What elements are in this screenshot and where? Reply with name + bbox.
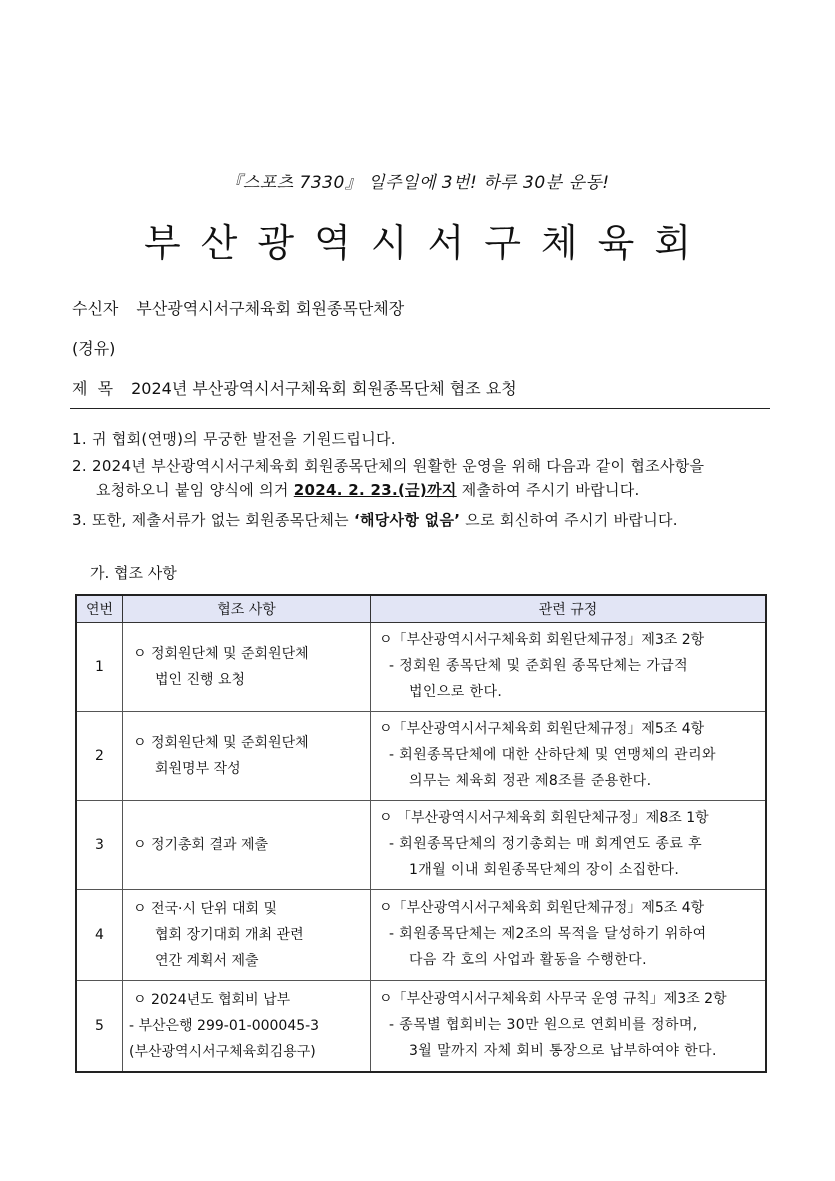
reg-title: ㅇ 「부산광역시서구체육회 회원단체규정」제8조 1항 [379, 810, 709, 826]
table-row [76, 712, 766, 801]
row-num: 1 [76, 623, 123, 712]
paragraph-1: 1. 귀 협회(연맹)의 무궁한 발전을 기원드립니다. [72, 430, 396, 448]
reg-detail: - 종목별 협회비는 30만 원으로 연회비를 정하며, [389, 1017, 698, 1033]
paragraph-2-line-2 [72, 478, 772, 502]
p2-post: 제출하여 주시기 바랍니다. [461, 481, 640, 499]
reg-detail: - 회원종목단체에 대한 산하단체 및 연맹체의 관리와 [389, 747, 716, 763]
deadline: 2024. 2. 23.(금)까지 [293, 481, 457, 499]
req-line: 협회 장기대회 개최 관련 [155, 927, 304, 943]
row-regulation [371, 890, 767, 981]
row-num: 4 [76, 890, 123, 981]
row-request [123, 623, 371, 712]
paragraph-2-line-1: 2. 2024년 부산광역시서구체육회 회원종목단체의 원활한 운영을 위해 다음과 같이 협조사항을 [72, 457, 705, 475]
row-regulation [371, 623, 767, 712]
subject-label: 제 목 [72, 379, 114, 398]
req-line: - 부산은행 299-01-000045-3 [129, 1018, 320, 1034]
reg-title: ㅇ「부산광역시서구체육회 회원단체규정」제5조 4항 [379, 900, 705, 916]
req-line: 법인 진행 요청 [155, 672, 246, 688]
subject-value: 2024년 부산광역시서구체육회 회원종목단체 협조 요청 [131, 379, 517, 398]
via-line: (경유) [72, 339, 116, 358]
organization-title: 부산광역시서구체육회 [143, 221, 712, 265]
row-request [123, 712, 371, 801]
reg-detail: 3월 말까지 자체 회비 통장으로 납부하여야 한다. [409, 1043, 717, 1059]
row-request [123, 801, 371, 890]
reg-title: ㅇ「부산광역시서구체육회 사무국 운영 규칙」제3조 2항 [379, 991, 727, 1007]
cooperation-table [75, 594, 767, 1073]
reg-detail: - 회원종목단체의 정기총회는 매 회계연도 종료 후 [389, 836, 703, 852]
section-title: 가. 협조 사항 [90, 564, 177, 582]
recipient-value: 부산광역시서구체육회 회원종목단체장 [136, 299, 405, 318]
p3-pre: 3. 또한, 제출서류가 없는 회원종목단체는 [72, 511, 354, 529]
reg-detail: - 회원종목단체는 제2조의 목적을 달성하기 위하여 [389, 926, 707, 942]
p3-bold: ‘해당사항 없음’ [353, 511, 461, 529]
recipient-line [72, 296, 404, 319]
row-num: 3 [76, 801, 123, 890]
req-line: 회원명부 작성 [155, 761, 241, 777]
col-header-regulation: 관련 규정 [371, 595, 767, 623]
paragraph-2 [72, 454, 772, 502]
row-request [123, 981, 371, 1073]
row-request [123, 890, 371, 981]
header-divider [70, 408, 770, 409]
req-line: ㅇ 정회원단체 및 준회원단체 [133, 646, 309, 662]
p2-pre: 요청하오니 붙임 양식에 의거 [96, 481, 289, 499]
req-line: (부산광역시서구체육회김용구) [129, 1044, 316, 1060]
reg-detail: 의무는 체육회 정관 제8조를 준용한다. [409, 773, 652, 789]
req-line: ㅇ 전국·시 단위 대회 및 [133, 901, 277, 917]
row-regulation [371, 981, 767, 1073]
col-header-request: 협조 사항 [123, 595, 371, 623]
paragraph-3 [72, 508, 772, 532]
table-row [76, 623, 766, 712]
table-row [76, 981, 766, 1073]
recipient-label: 수신자 [72, 299, 119, 318]
row-num: 5 [76, 981, 123, 1073]
req-line: 연간 계획서 제출 [155, 953, 259, 969]
col-header-num: 연번 [76, 595, 123, 623]
slogan: 『스포츠 7330』 일주일에 3번! 하루 30분 운동! [225, 173, 610, 193]
p3-post: 으로 회신하여 주시기 바랍니다. [460, 511, 678, 529]
table-row [76, 890, 766, 981]
reg-detail: - 정회원 종목단체 및 준회원 종목단체는 가급적 [389, 658, 689, 674]
req-line: ㅇ 정기총회 결과 제출 [133, 837, 269, 853]
table-row [76, 801, 766, 890]
reg-detail: 법인으로 한다. [409, 684, 503, 700]
row-regulation [371, 801, 767, 890]
req-line: ㅇ 2024년도 협회비 납부 [133, 992, 291, 1008]
row-num: 2 [76, 712, 123, 801]
row-regulation [371, 712, 767, 801]
reg-title: ㅇ「부산광역시서구체육회 회원단체규정」제5조 4항 [379, 721, 705, 737]
req-line: ㅇ 정회원단체 및 준회원단체 [133, 735, 309, 751]
reg-title: ㅇ「부산광역시서구체육회 회원단체규정」제3조 2항 [379, 632, 705, 648]
reg-detail: 다음 각 호의 사업과 활동을 수행한다. [409, 952, 647, 968]
subject-line [72, 376, 517, 399]
reg-detail: 1개월 이내 회원종목단체의 장이 소집한다. [409, 862, 680, 878]
